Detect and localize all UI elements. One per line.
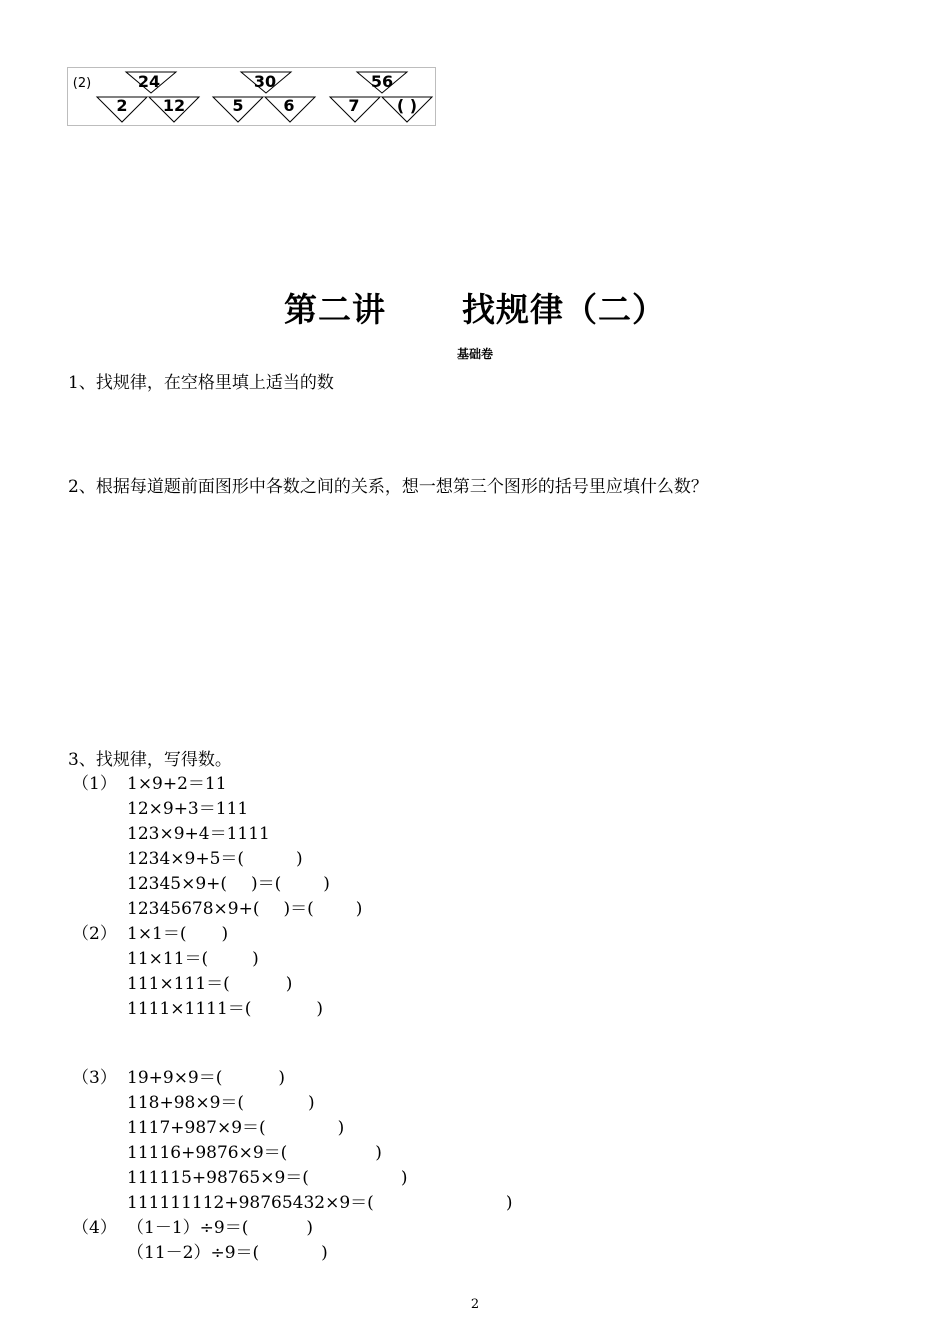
equation-line: 111×111＝( ) <box>127 974 293 994</box>
equation-line: （11－2）÷9＝( ) <box>127 1243 328 1263</box>
left-number-1: 2 <box>116 96 128 115</box>
top-number-2: 30 <box>253 72 277 91</box>
equation-line: 11116+9876×9＝( ) <box>127 1143 382 1163</box>
left-number-3: 7 <box>348 96 360 115</box>
equation-line: 1×9+2＝11 <box>127 774 227 794</box>
equation-line: 123×9+4＝1111 <box>127 824 270 844</box>
equation-line: 12345×9+( )＝( ) <box>127 874 330 894</box>
left-number-2: 5 <box>232 96 244 115</box>
right-number-2: 6 <box>283 96 295 115</box>
equation-line: 1117+987×9＝( ) <box>127 1118 345 1138</box>
page-title <box>0 284 950 331</box>
equation-line: 1111×1111＝( ) <box>127 999 324 1019</box>
equation-line: 1×1＝( ) <box>127 924 229 944</box>
page-number: 2 <box>470 1297 480 1312</box>
part-3-label: （3） <box>72 1068 117 1088</box>
part-2-label: （2） <box>72 924 117 944</box>
triangle-figure <box>67 67 436 126</box>
equation-line: 11×11＝( ) <box>127 949 259 969</box>
top-number-1: 24 <box>137 72 161 91</box>
equation-line: 118+98×9＝( ) <box>127 1093 315 1113</box>
question-3: 3、找规律，写得数。 <box>68 750 232 770</box>
part-4-label: （4） <box>72 1218 117 1238</box>
top-number-3: 56 <box>370 72 394 91</box>
equation-line: 111115+98765×9＝( ) <box>127 1168 408 1188</box>
equation-line: （1－1）÷9＝( ) <box>127 1218 313 1238</box>
title-lecture: 第二讲 <box>284 290 386 329</box>
equation-line: 111111112+98765432×9＝( ) <box>127 1193 513 1213</box>
part-1-label: （1） <box>72 774 117 794</box>
triangle-diagram <box>68 68 437 127</box>
right-number-3: ( ) <box>396 96 418 115</box>
equation-line: 19+9×9＝( ) <box>127 1068 286 1088</box>
question-2: 2、根据每道题前面图形中各数之间的关系，想一想第三个图形的括号里应填什么数？ <box>68 477 708 497</box>
equation-line: 1234×9+5＝( ) <box>127 849 303 869</box>
subtitle: 基础卷 <box>456 347 493 361</box>
equation-line: 12×9+3＝111 <box>127 799 249 819</box>
figure-label: (2) <box>72 76 92 91</box>
title-topic: 找规律（二） <box>462 290 666 329</box>
question-1: 1、找规律，在空格里填上适当的数 <box>68 373 334 393</box>
equation-line: 12345678×9+( )＝( ) <box>127 899 363 919</box>
right-number-1: 12 <box>162 96 186 115</box>
